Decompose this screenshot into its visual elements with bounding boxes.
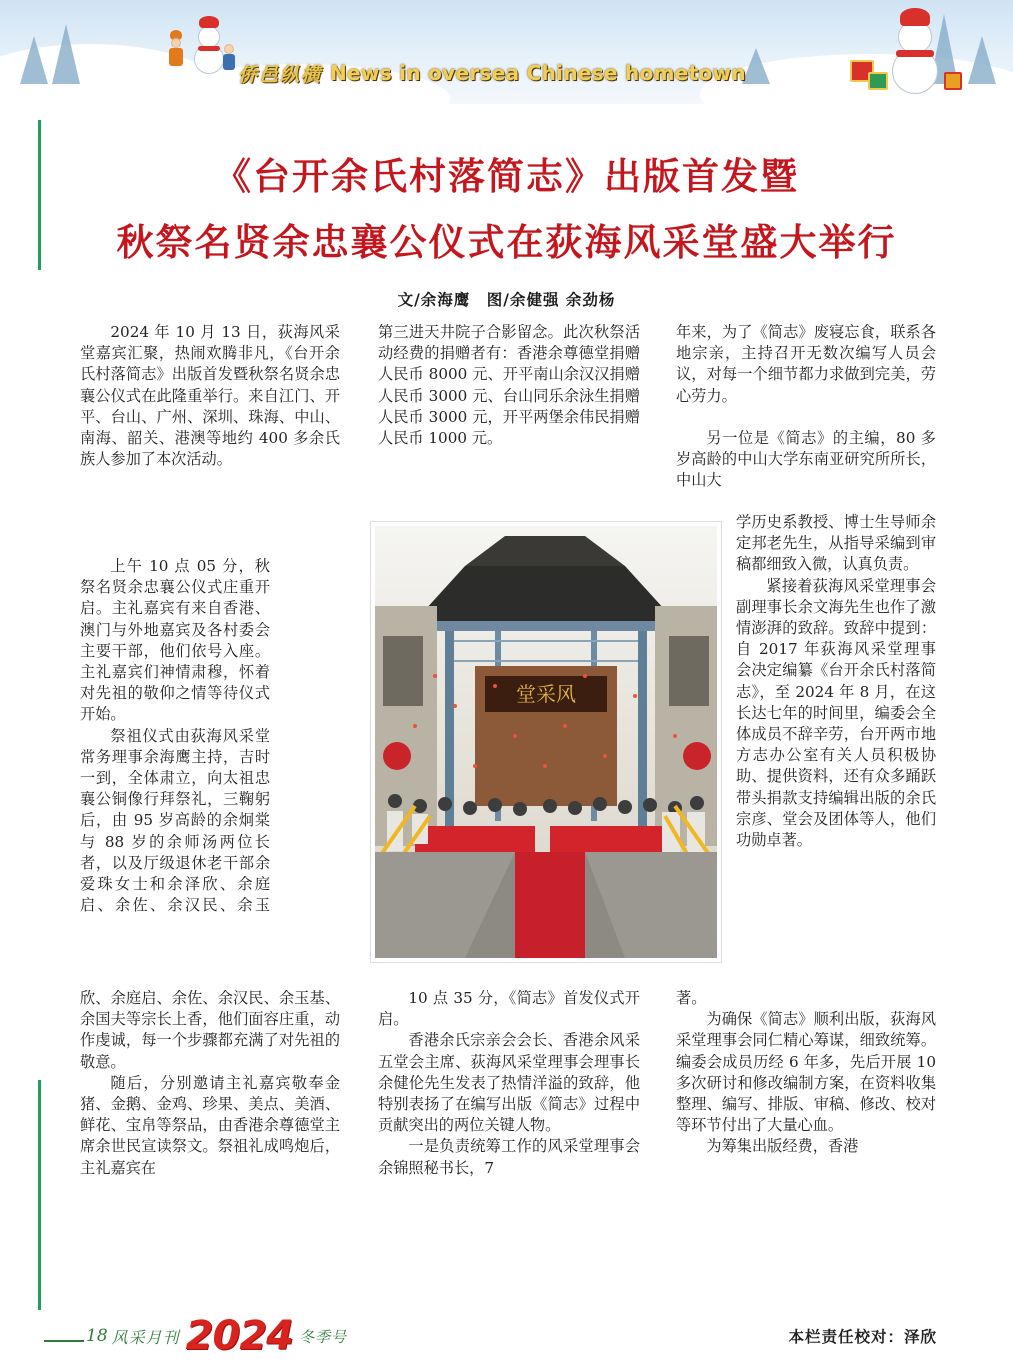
footer-rule	[44, 1340, 84, 1342]
child-icon	[168, 30, 184, 70]
column-3-top	[676, 322, 936, 407]
paragraph: 上午 10 点 05 分，秋祭名贤余忠襄公仪式庄重开启。主礼嘉宾有来自香港、澳门与外地嘉宾及各村委会主要干部，他们依号入座。主礼嘉宾们神情肃穆，怀着对先祖的敬仰之情等待仪式开始。	[80, 557, 270, 724]
column-3-narrow	[736, 512, 936, 948]
paragraph: 紧接着荻海风采堂理事会副理事长余文海先生也作了激情澎湃的致辞。致辞中提到：自 2017 年荻海风采堂理事会决定编纂《台开余氏村落简志》，至 2024 年 8 月，在这长达七年的时间里，编委会全体成员不辞辛劳，台开两市地方志办公室有关人员积极协助、提供资料，还有众多踊跃带头捐款支持编辑出版的余氏宗彦、堂会及团体等人，他们功勋卓著。	[736, 576, 936, 850]
ceremony-photo	[371, 522, 721, 962]
column-1-lower	[80, 988, 340, 1179]
pavilion-roof	[415, 566, 675, 621]
paragraph: 祭祖仪式由荻海风采堂常务理事余海鹰主持，吉时一到，全体肃立，向太祖忠襄公铜像行拜祭礼，三鞠躬后，由 95 岁高龄的余炯棠与 88 岁的余师汤两位长者，以及厅级退休老干部余爱珠女士和余泽欣、余庭启、余佐、余汉民、余玉	[80, 726, 270, 915]
footer-masthead	[86, 1313, 347, 1359]
section-title	[238, 58, 746, 88]
section-title-en: News in oversea Chinese hometown	[330, 61, 746, 85]
snowman-icon	[888, 8, 942, 100]
paragraph: 为确保《简志》顺利出版，荻海风采堂理事会同仁精心筹谋，细致统筹。编委会成员历经 6 年多，先后开展 10 多次研讨和修改编制方案，在资料收集整理、编写、排版、审稿、修改、校对等环节付出了大量心血。	[676, 1010, 936, 1135]
lantern-icon	[383, 742, 411, 770]
paragraph: 为筹集出版经费，香港	[706, 1137, 859, 1156]
page-number: 18	[86, 1326, 108, 1346]
column-1-narrow	[80, 556, 270, 916]
gift-icon	[868, 72, 888, 90]
paragraph: 随后，分别邀请主礼嘉宾敬奉金猪、金鹅、金鸡、珍果、美点、美酒、鲜花、宝帛等祭品，由香港余尊德堂主席余世民宣读祭文。祭祖礼成鸣炮后，主礼嘉宾在	[80, 1073, 340, 1177]
column-3-upper	[676, 428, 936, 512]
window	[383, 636, 423, 706]
gift-icon	[944, 72, 962, 90]
paragraph: 年来，为了《简志》废寝忘食，联系各地宗亲，主持召开无数次编写人员会议，对每一个细节都力求做到完美，劳心劳力。	[676, 323, 936, 405]
tree-icon	[20, 36, 48, 84]
column-2-top	[378, 322, 640, 449]
red-table	[550, 826, 670, 852]
tree-icon	[52, 24, 80, 84]
paragraph: 2024 年 10 月 13 日，荻海风采堂嘉宾汇聚，热闹欢腾非凡，《台开余氏村落简志》出版首发暨秋祭名贤余忠襄公仪式在此隆重举行。来自江门、开平、台山、广州、深圳、珠海、中山、南海、韶关、港澳等地约 400 多余氏族人参加了本次活动。	[80, 323, 340, 469]
tree-icon	[968, 36, 996, 84]
side-rule	[38, 1080, 41, 1310]
article-title-line2: 秋祭名贤余忠襄公仪式在荻海风采堂盛大举行	[116, 221, 897, 264]
red-table	[415, 826, 535, 852]
header-banner	[0, 0, 1013, 104]
lattice	[454, 641, 638, 661]
article-title-line1: 《台开余氏村落简志》出版首发暨	[214, 155, 799, 198]
issue-season: 冬季号	[298, 1327, 347, 1346]
paragraph: 10 点 35 分，《简志》首发仪式开启。	[378, 989, 640, 1029]
paragraph: 第三进天井院子合影留念。此次秋祭活动经费的捐赠者有：香港余尊德堂捐赠人民币 8000 元、开平南山余汉汉捐赠人民币 3000 元、台山同乐余泳生捐赠人民币 3000 元，开平两堡余伟民捐赠人民币 1000 元。	[378, 323, 640, 448]
proofreader-credit: 本栏责任校对：泽欣	[788, 1328, 937, 1346]
byline: 文/余海鹰 图/余健强 余劲杨	[397, 290, 616, 309]
paragraph: 欣、余庭启、余佐、余汉民、余玉基、余国夫等宗长上香，他们面容庄重，动作虔诚，每一个步骤都充满了对先祖的敬意。	[80, 989, 340, 1071]
lantern-icon	[683, 742, 711, 770]
paragraph: 香港余氏宗亲会会长、香港余风采五堂会主席、荻海风采堂理事会理事长余健伦先生发表了热情洋溢的致辞，他特别表扬了在编写出版《简志》过程中贡献突出的两位关键人物。	[378, 1031, 640, 1135]
column-2-bottom	[378, 988, 640, 1179]
paragraph: 著。	[676, 989, 707, 1007]
column-1	[80, 322, 340, 470]
paragraph: 另一位是《简志》的主编，80 多岁高龄的中山大学东南亚研究所所长，中山大	[676, 429, 936, 490]
child-icon	[222, 44, 236, 74]
issue-year: 2024	[185, 1313, 293, 1359]
ceremony-photo-graphic	[375, 526, 717, 958]
column-3-lower	[676, 988, 936, 1158]
section-title-cn: 侨邑纵横	[238, 63, 323, 86]
magazine-name: 风采月刊	[111, 1327, 180, 1347]
paragraph: 一是负责统筹工作的风采堂理事会余锦照秘书长，7	[378, 1137, 640, 1177]
window	[669, 636, 709, 706]
tree-icon	[742, 48, 770, 84]
pavilion-roof-top	[465, 536, 625, 566]
plaque-text: 堂采风	[516, 682, 576, 706]
roof-beam	[435, 621, 657, 631]
paragraph: 学历史系教授、博士生导师余定邦老先生，从指导采编到审稿都细致入微，认真负责。	[736, 513, 936, 574]
